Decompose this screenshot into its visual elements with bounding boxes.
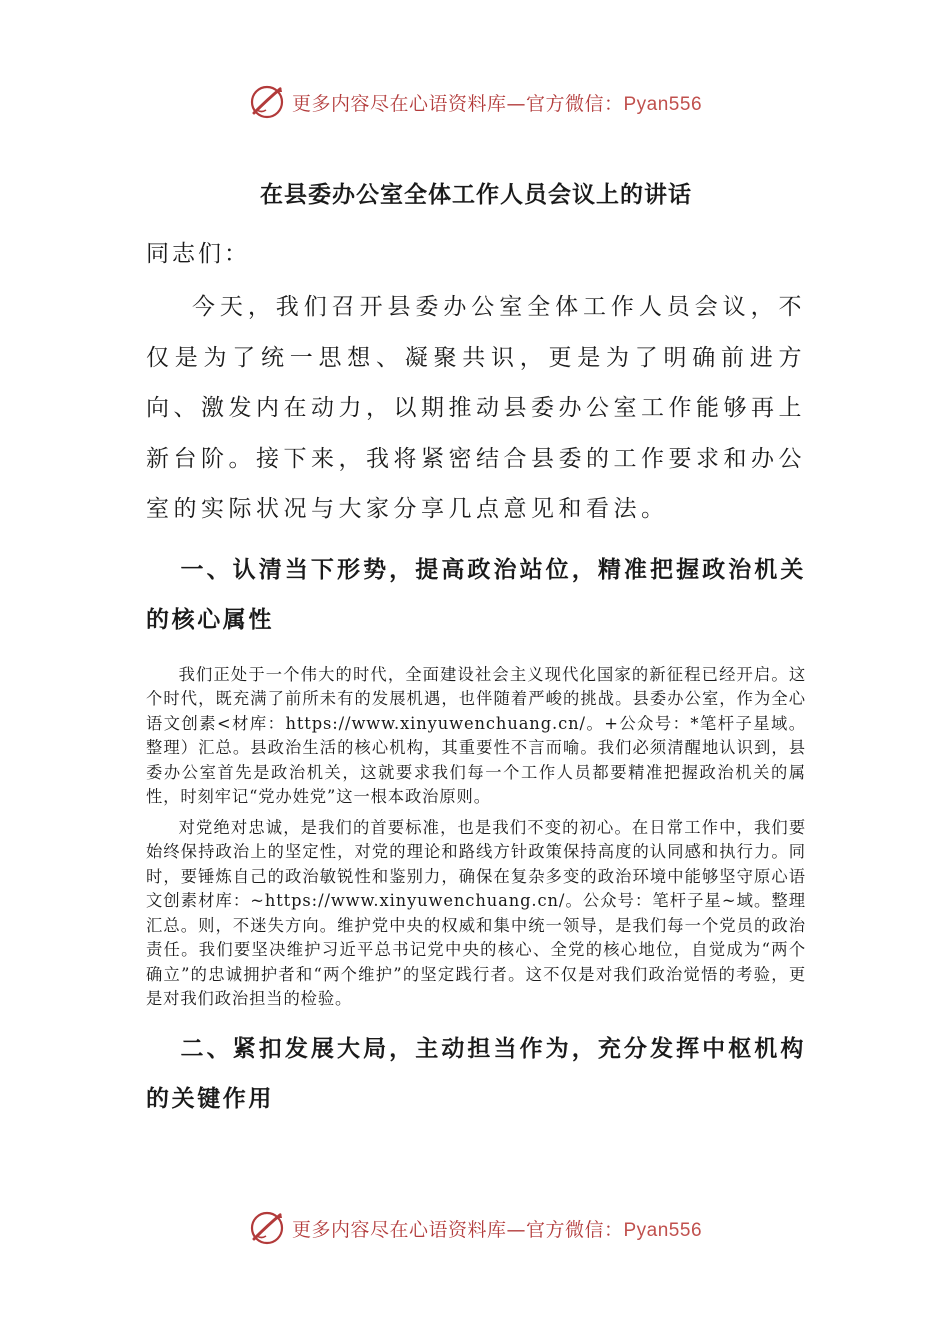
section-1-heading: 一、认清当下形势，提高政治站位，精准把握政治机关的核心属性: [146, 556, 806, 633]
intro-paragraph: 今天，我们召开县委办公室全体工作人员会议，不仅是为了统一思想、凝聚共识，更是为了明确前进方向、激发内在动力，以期推动县委办公室工作能够再上新台阶。接下来，我将紧密结合县委的工作要求和办公室的实际状况与大家分享几点意见和看法。: [146, 294, 806, 522]
section-1-paragraph-1: 我们正处于一个伟大的时代，全面建设社会主义现代化国家的新征程已经开启。这个时代，既充满了前所未有的发展机遇，也伴随着严峻的挑战。县委办公室，作为全心语文创素<材库：https://www.xinyuwenchuang.cn/。+公众号：*笔杆子星域。整理）汇总。县政治生活的核心机构，其重要性不言而喻。我们必须清醒地认识到，县委办公室首先是政治机关，这就要求我们每一个工作人员都要精准把握政治机关的属性，时刻牢记“党办姓党”这一根本政治原则。: [146, 664, 806, 806]
watermark-wechat-id: Pyan556: [623, 1219, 703, 1241]
section-1-paragraph-2: 对党绝对忠诚，是我们的首要标准，也是我们不变的初心。在日常工作中，我们要始终保持政治上的坚定性，对党的理论和路线方针政策保持高度的认同感和执行力。同时，要锤炼自己的政治敏锐性和鉴别力，确保在复杂多变的政治环境中能够坚守原心语文创素材库：~https://www.xinyuwenchuang.cn/。公众号：笔杆子星~域。整理汇总。则，不迷失方向。维护党中央的权威和集中统一领导，是我们每一个党员的政治责任。我们要坚决维护习近平总书记党中央的核心、全党的核心地位，自觉成为“两个确立”的忠诚拥护者和“两个维护”的坚定践行者。这不仅是对我们政治觉悟的考验，更是对我们政治担当的检验。: [146, 817, 806, 1008]
header-watermark: [0, 82, 950, 122]
watermark-text: [292, 1215, 702, 1242]
salutation: 同志们：: [146, 241, 250, 267]
watermark-wechat-id: Pyan556: [623, 93, 703, 115]
footer-watermark: [0, 1208, 950, 1248]
watermark-label: 更多内容尽在心语资料库—官方微信：: [291, 1218, 624, 1241]
document-title: 在县委办公室全体工作人员会议上的讲话: [260, 182, 692, 208]
watermark-label: 更多内容尽在心语资料库—官方微信：: [291, 92, 624, 115]
pen-logo-icon: [248, 1209, 286, 1247]
pen-logo-icon: [248, 83, 286, 121]
section-2-heading: 二、紧扣发展大局，主动担当作为，充分发挥中枢机构的关键作用: [146, 1035, 806, 1112]
watermark-text: [292, 89, 702, 116]
document-body: [146, 170, 806, 1124]
